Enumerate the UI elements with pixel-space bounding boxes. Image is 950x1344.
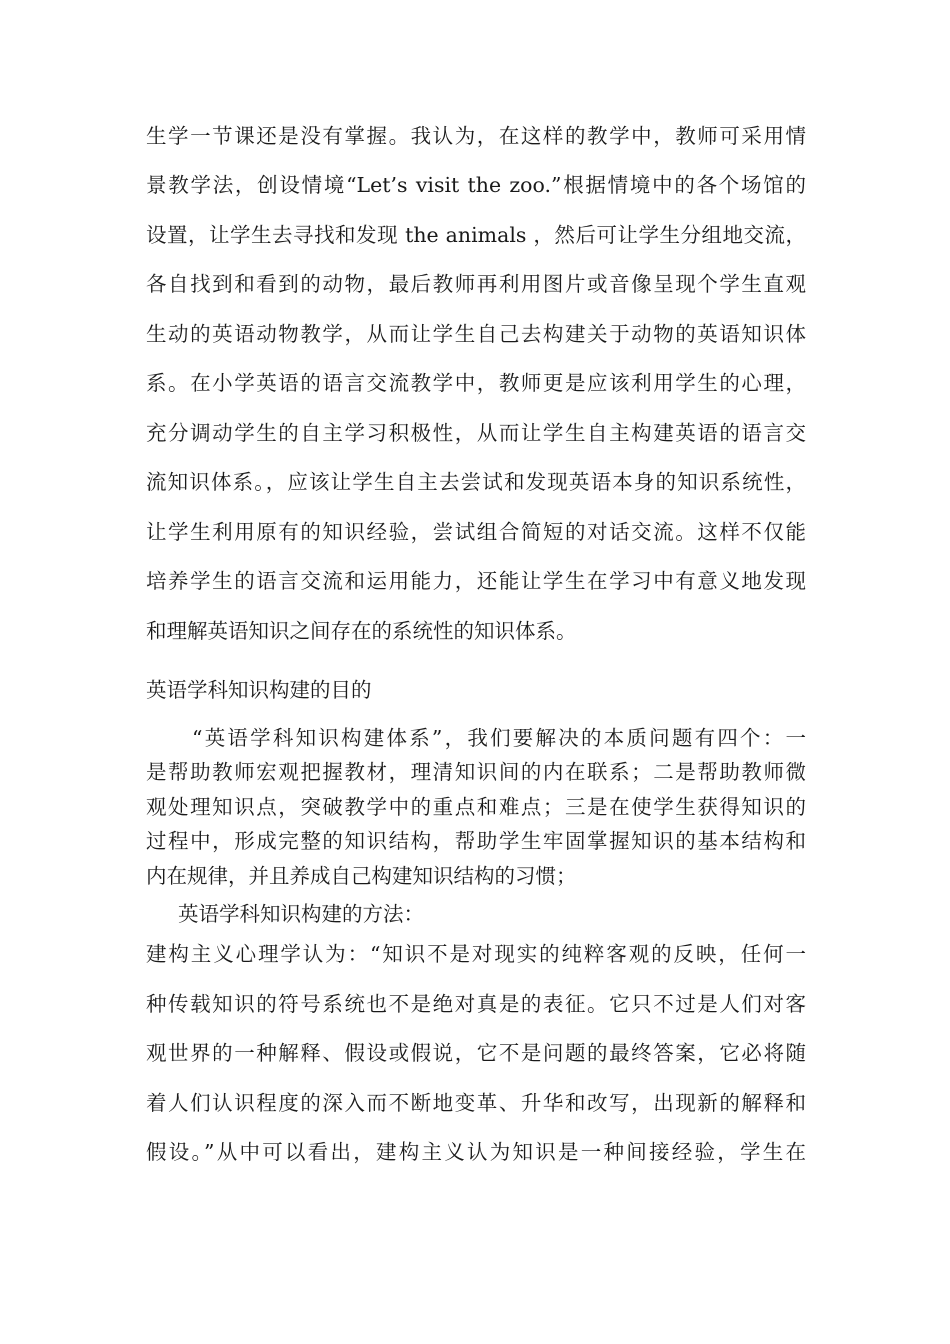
paragraph3-line: 建构主义心理学认为：“知识不是对现实的纯粹客观的反映，任何一 [146, 942, 806, 966]
paragraph3-line: 观世界的一种解释、假设或假说，它不是问题的最终答案，它必将随 [146, 1041, 806, 1065]
paragraph2-line: 内在规律，并且养成自己构建知识结构的习惯； [146, 864, 577, 888]
paragraph1-line: 培养学生的语言交流和运用能力，还能让学生在学习中有意义地发现 [146, 569, 806, 593]
paragraph2-line: “英语学科知识构建体系”，我们要解决的本质问题有四个：一 [192, 726, 806, 750]
paragraph1-line: 充分调动学生的自主学习积极性，从而让学生自主构建英语的语言交 [146, 421, 806, 445]
paragraph2-line: 观处理知识点，突破教学中的重点和难点；三是在使学生获得知识的 [146, 795, 806, 819]
paragraph1-line: 景教学法，创设情境“Let’s visit the zoo.”根据情境中的各个场馆的 [146, 173, 806, 197]
paragraph3-line: 假设。”从中可以看出，建构主义认为知识是一种间接经验，学生在 [146, 1140, 806, 1164]
paragraph2-line: 过程中，形成完整的知识结构，帮助学生牢固掌握知识的基本结构和 [146, 829, 806, 853]
paragraph3-line: 种传载知识的符号系统也不是绝对真是的表征。它只不过是人们对客 [146, 992, 806, 1016]
paragraph1-line: 生动的英语动物教学，从而让学生自己去构建关于动物的英语知识体 [146, 322, 806, 346]
paragraph1-line: 生学一节课还是没有掌握。我认为，在这样的教学中，教师可采用情 [146, 124, 806, 148]
paragraph1-line: 设置，让学生去寻找和发现 the animals ，然后可让学生分组地交流， [146, 223, 806, 247]
paragraph1-line: 和理解英语知识之间存在的系统性的知识体系。 [146, 619, 577, 643]
paragraph1-line: 流知识体系。，应该让学生自主去尝试和发现英语本身的知识系统性， [146, 470, 806, 494]
section-heading-method: 英语学科知识构建的方法： [178, 902, 424, 926]
paragraph1-line: 系。在小学英语的语言交流教学中，教师更是应该利用学生的心理， [146, 371, 806, 395]
section-heading-purpose: 英语学科知识构建的目的 [146, 678, 372, 702]
paragraph2-line: 是帮助教师宏观把握教材，理清知识间的内在联系；二是帮助教师微 [146, 760, 806, 784]
paragraph1-line: 各自找到和看到的动物，最后教师再利用图片或音像呈现个学生直观 [146, 272, 806, 296]
paragraph3-line: 着人们认识程度的深入而不断地变革、升华和改写，出现新的解释和 [146, 1091, 806, 1115]
paragraph1-line: 让学生利用原有的知识经验，尝试组合简短的对话交流。这样不仅能 [146, 520, 806, 544]
